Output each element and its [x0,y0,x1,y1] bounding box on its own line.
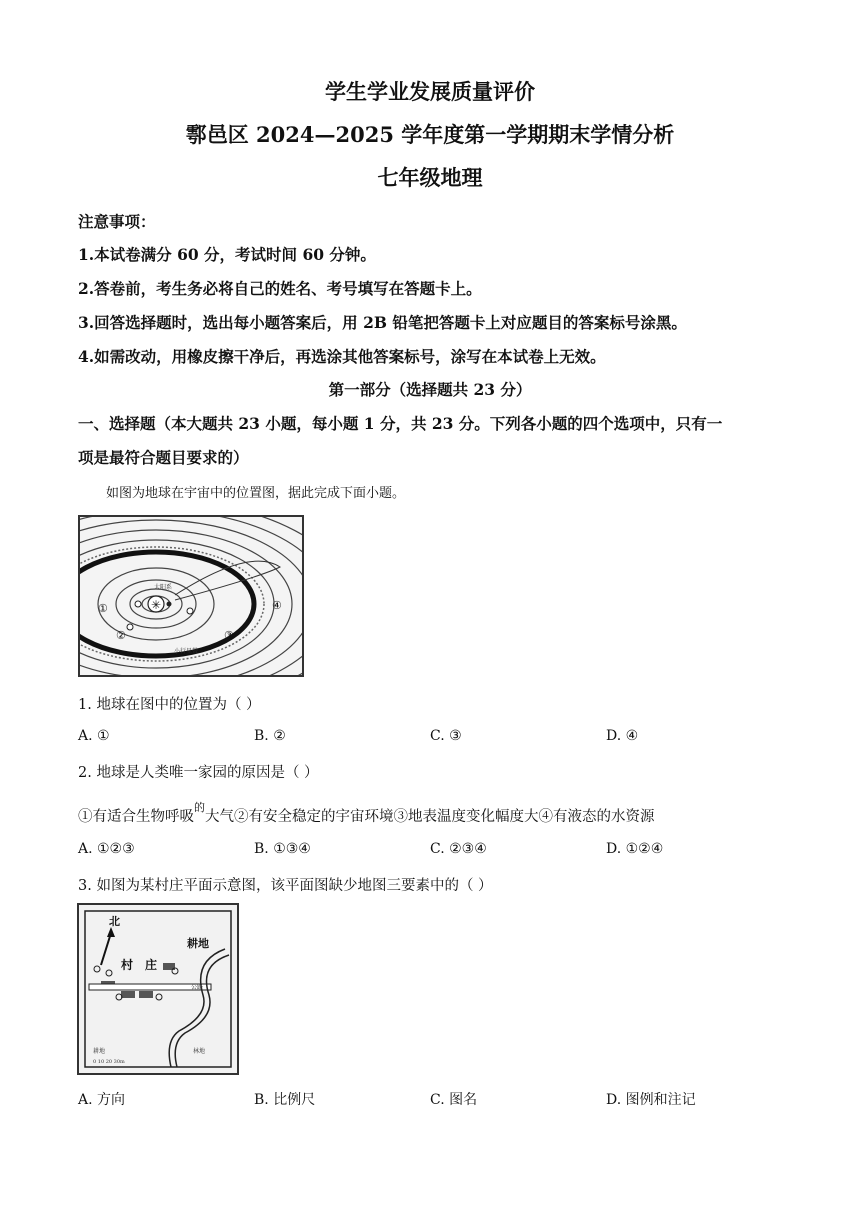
village-plan-diagram [79,905,237,1073]
notice-item-2: 2.答卷前，考生务必将自己的姓名、考号填写在答题卡上。 [78,279,482,298]
solar-system-label: 太阳系 [154,584,173,591]
marker-3: ③ [224,629,234,642]
village-label-1: 村 [121,958,134,972]
north-label: 北 [109,915,120,928]
question-2-statement-part-a: ①有适合生物呼吸 [78,808,194,825]
figure-intro: 如图为地球在宇宙中的位置图，据此完成下面小题。 [106,486,406,501]
farmland-label: 耕地 [187,937,209,950]
scale-label: 0 10 20 30m [93,1059,125,1065]
question-1-option-b[interactable]: B. ② [254,728,286,744]
question-2-statement-superscript: 的 [194,801,205,814]
notice-heading: 注意事项： [78,212,156,231]
question-3-option-c[interactable]: C. 图名 [430,1092,478,1108]
north-arrow-icon [101,933,111,965]
question-2-stem: 2. 地球是人类唯一家园的原因是（ ） [78,765,319,781]
question-3-stem: 3. 如图为某村庄平面示意图，该平面图缺少地图三要素中的（ ） [78,878,493,894]
notice-item-4: 4.如需改动，用橡皮擦干净后，再选涂其他答案标号，涂写在本试卷上无效。 [78,347,606,366]
asteroid-belt-label: 小行星带 [174,648,199,655]
village-label-2: 庄 [145,958,158,972]
village-plan-figure [77,903,239,1075]
marker-2: ② [116,629,126,642]
road-label: 公路 [191,984,204,991]
notice-item-3: 3.回答选择题时，选出每小题答案后，用 2B 铅笔把答题卡上对应题目的答案标号涂黑。 [78,313,687,332]
exam-title: 学生学业发展质量评价 [325,79,535,104]
question-2-statement-part-b: 大气②有安全稳定的宇宙环境③地表温度变化幅度大④有液态的水资源 [205,808,655,825]
question-1-option-d[interactable]: D. ④ [606,728,639,744]
marker-4: ④ [272,599,282,612]
question-3-option-b[interactable]: B. 比例尺 [254,1092,316,1108]
question-2-option-c[interactable]: C. ②③④ [430,841,487,857]
question-1-option-c[interactable]: C. ③ [430,728,462,744]
bottom-right-label: 林地 [193,1048,206,1055]
bottom-left-label: 耕地 [93,1048,106,1055]
marker-1: ① [98,602,108,615]
notice-item-1: 1.本试卷满分 60 分，考试时间 60 分钟。 [78,245,376,264]
question-3-option-d[interactable]: D. 图例和注记 [606,1092,696,1108]
section-instructions-line-2: 项是最符合题目要求的） [78,448,249,467]
solar-system-diagram [80,517,302,675]
question-1-option-a[interactable]: A. ① [78,728,110,744]
solar-system-figure [78,515,304,677]
question-2-statements [78,803,655,826]
exam-subtitle: 鄠邑区 2024—2025 学年度第一学期期末学情分析 [185,122,675,147]
part-heading: 第一部分（选择题共 23 分） [328,380,532,399]
question-2-option-a[interactable]: A. ①②③ [78,841,135,857]
question-3-option-a[interactable]: A. 方向 [78,1092,126,1108]
question-1-stem: 1. 地球在图中的位置为（ ） [78,697,261,713]
question-2-option-d[interactable]: D. ①②④ [606,841,664,857]
question-2-option-b[interactable]: B. ①③④ [254,841,311,857]
sun-icon: ✳ [150,598,162,612]
exam-subject: 七年级地理 [377,165,483,190]
section-instructions-line-1: 一、选择题（本大题共 23 小题，每小题 1 分，共 23 分。下列各小题的四个选项中，只有一 [78,414,723,433]
